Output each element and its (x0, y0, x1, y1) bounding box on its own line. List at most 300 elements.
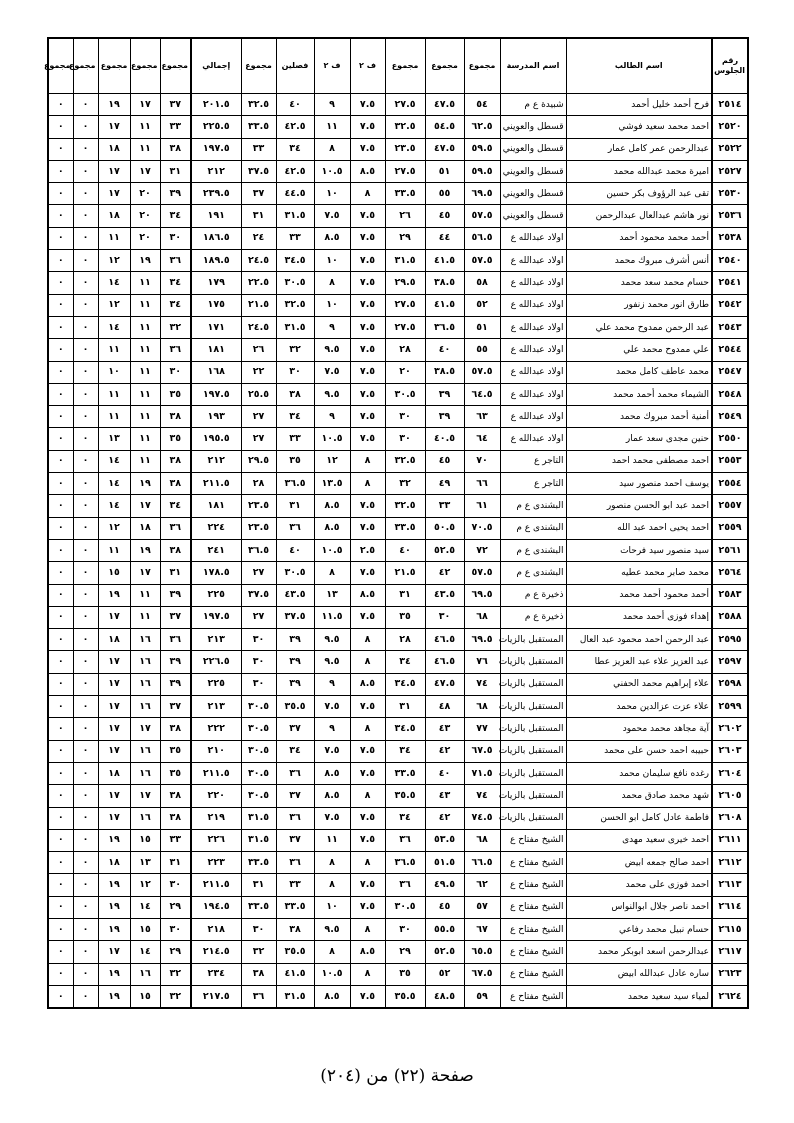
score-cell: ١٦ (130, 963, 160, 985)
score-cell: ٤٢.٥ (276, 116, 314, 138)
seat-number: ٢٦٠٨ (712, 807, 748, 829)
score-cell: ٠ (48, 852, 73, 874)
score-cell: ١٨٦.٥ (191, 227, 241, 249)
score-cell: ٧.٥ (350, 762, 385, 784)
score-cell: ١٠ (314, 250, 350, 272)
score-cell: ٢٤.٥ (241, 250, 276, 272)
score-cell: ٣٧ (276, 829, 314, 851)
score-cell: ٢٣٩.٥ (191, 183, 241, 205)
score-cell: ٥٥ (425, 183, 464, 205)
student-name: إهداء فوزى أحمد محمد (566, 606, 712, 628)
school-name: اولاد عبدالله ع (500, 383, 566, 405)
score-cell: ٣٨ (160, 539, 191, 561)
score-cell: ٤٥ (425, 896, 464, 918)
score-cell: ٢٠ (385, 361, 425, 383)
score-cell: ٢٨ (241, 473, 276, 495)
score-cell: ١٥ (98, 562, 130, 584)
score-cell: ٠ (73, 918, 98, 940)
score-cell: ٣٣ (241, 138, 276, 160)
score-cell: ٦٩.٥ (464, 629, 500, 651)
table-body (48, 94, 748, 1009)
score-cell: ٠ (73, 829, 98, 851)
score-cell: ٣٧ (276, 718, 314, 740)
score-cell: ٠ (48, 473, 73, 495)
score-cell: ٤٤.٥ (276, 183, 314, 205)
score-cell: ٣٥ (160, 383, 191, 405)
score-cell: ٥٧.٥ (464, 361, 500, 383)
score-cell: ١١ (98, 539, 130, 561)
score-cell: ٧٤ (464, 785, 500, 807)
score-cell: ٣٥.٥ (276, 941, 314, 963)
table-row (48, 361, 748, 383)
student-name: فرح أحمد خليل أحمد (566, 94, 712, 116)
score-cell: ٥٢ (464, 294, 500, 316)
score-cell: ٠ (48, 517, 73, 539)
score-cell: ٧.٥ (350, 896, 385, 918)
student-name: عبد العزيز علاء عبد العزيز عطا (566, 651, 712, 673)
column-header: رقم الجلوس (712, 38, 748, 94)
score-cell: ٠ (73, 116, 98, 138)
score-cell: ٣٠ (160, 227, 191, 249)
score-cell: ٧.٥ (350, 562, 385, 584)
score-cell: ٧.٥ (314, 205, 350, 227)
score-cell: ٣٠.٥ (241, 718, 276, 740)
score-cell: ٣٢ (160, 316, 191, 338)
score-cell: ٣٣.٥ (385, 517, 425, 539)
score-cell: ٣٩ (276, 629, 314, 651)
seat-number: ٢٥٤٣ (712, 316, 748, 338)
score-cell: ٦٧ (464, 918, 500, 940)
score-cell: ٣٨ (160, 406, 191, 428)
score-cell: ٣٦ (276, 517, 314, 539)
student-name: لمياء سيد سعيد محمد (566, 985, 712, 1008)
score-cell: ١٨١ (191, 339, 241, 361)
score-cell: ٣٠.٥ (385, 383, 425, 405)
school-name: اولاد عبدالله ع (500, 272, 566, 294)
score-cell: ٦٦ (464, 473, 500, 495)
table-row (48, 160, 748, 182)
score-cell: ٣٠ (385, 918, 425, 940)
student-name: عبدالرحمن اسعد ابوبكر محمد (566, 941, 712, 963)
school-name: اولاد عبدالله ع (500, 316, 566, 338)
student-name: نور هاشم عبدالعال عبدالرحمن (566, 205, 712, 227)
school-name: قسطل والعويني (500, 116, 566, 138)
score-cell: ٥٤ (464, 94, 500, 116)
score-cell: ١١ (314, 116, 350, 138)
score-cell: ١٦ (130, 629, 160, 651)
score-cell: ٦٥.٥ (464, 941, 500, 963)
score-cell: ٨ (350, 450, 385, 472)
score-cell: ٥٣.٥ (425, 829, 464, 851)
score-cell: ٢١٣ (191, 629, 241, 651)
score-cell: ٤٩ (425, 473, 464, 495)
score-cell: ٩.٥ (314, 629, 350, 651)
table-row (48, 473, 748, 495)
score-cell: ٨.٥ (314, 985, 350, 1008)
score-cell: ٢٩ (385, 227, 425, 249)
score-cell: ١١ (130, 138, 160, 160)
table-row (48, 852, 748, 874)
score-cell: ١٨١ (191, 495, 241, 517)
score-cell: ٧٠ (464, 450, 500, 472)
score-cell: ٤٣.٥ (425, 584, 464, 606)
score-cell: ٢٧ (241, 562, 276, 584)
score-cell: ٠ (48, 673, 73, 695)
score-cell: ٣٨ (160, 450, 191, 472)
score-cell: ٦٣ (464, 406, 500, 428)
school-name: اولاد عبدالله ع (500, 406, 566, 428)
score-cell: ١٣ (130, 852, 160, 874)
score-cell: ٣٤ (276, 406, 314, 428)
score-cell: ٣٤ (276, 740, 314, 762)
school-name: المستقبل بالزيات (500, 629, 566, 651)
score-cell: ٨ (350, 963, 385, 985)
score-cell: ٤٨.٥ (425, 985, 464, 1008)
score-cell: ٨ (350, 629, 385, 651)
score-cell: ٢١٤.٥ (191, 941, 241, 963)
table-row (48, 785, 748, 807)
score-cell: ٣٧ (241, 183, 276, 205)
table-row (48, 539, 748, 561)
score-cell: ٤٦.٥ (425, 629, 464, 651)
seat-number: ٢٥٤٤ (712, 339, 748, 361)
score-cell: ٥٧.٥ (464, 562, 500, 584)
results-table (43, 37, 749, 1009)
score-cell: ٣٠.٥ (385, 896, 425, 918)
header-row (48, 38, 748, 94)
score-cell: ١٦ (130, 740, 160, 762)
score-cell: ٥٦.٥ (464, 227, 500, 249)
score-cell: ٣٣.٥ (241, 852, 276, 874)
score-cell: ٤٩.٥ (425, 874, 464, 896)
score-cell: ٠ (73, 473, 98, 495)
score-cell: ١٩ (98, 985, 130, 1008)
score-cell: ٣١ (160, 160, 191, 182)
student-name: احمد ناصر جلال ابوالنواس (566, 896, 712, 918)
score-cell: ٥١ (425, 160, 464, 182)
score-cell: ١٨ (98, 852, 130, 874)
score-cell: ٤٤ (425, 227, 464, 249)
seat-number: ٢٦١١ (712, 829, 748, 851)
score-cell: ٧.٥ (350, 138, 385, 160)
student-name: ساره عادل عبدالله ابيض (566, 963, 712, 985)
score-cell: ٠ (48, 651, 73, 673)
score-cell: ٧.٥ (314, 696, 350, 718)
score-cell: ١٩٧.٥ (191, 606, 241, 628)
column-header: مجموع (48, 38, 73, 94)
table-row (48, 205, 748, 227)
score-cell: ٣٠ (241, 651, 276, 673)
seat-number: ٢٦١٢ (712, 852, 748, 874)
score-cell: ٣٤.٥ (276, 250, 314, 272)
score-cell: ٤٦.٥ (425, 651, 464, 673)
score-cell: ١٣ (98, 428, 130, 450)
score-cell: ٢٩ (160, 896, 191, 918)
score-cell: ٣٦ (385, 874, 425, 896)
score-cell: ٠ (73, 696, 98, 718)
score-cell: ٠ (73, 852, 98, 874)
score-cell: ٢٧ (241, 606, 276, 628)
table-row (48, 963, 748, 985)
score-cell: ١٧٨.٥ (191, 562, 241, 584)
score-cell: ٧.٥ (350, 383, 385, 405)
score-cell: ٣٦ (385, 829, 425, 851)
score-cell: ٢٢٢ (191, 718, 241, 740)
score-cell: ٥٥.٥ (425, 918, 464, 940)
score-cell: ٣١ (385, 696, 425, 718)
score-cell: ٣٤ (160, 205, 191, 227)
score-cell: ٤١.٥ (276, 963, 314, 985)
score-cell: ١٠ (314, 183, 350, 205)
student-name: احمد محمد سعيد فوشي (566, 116, 712, 138)
student-name: محمد صابر محمد عطيه (566, 562, 712, 584)
score-cell: ٧.٥ (350, 250, 385, 272)
score-cell: ١١ (130, 272, 160, 294)
score-cell: ٧٢ (464, 539, 500, 561)
school-name: قسطل والعويني (500, 160, 566, 182)
score-cell: ٣١ (276, 495, 314, 517)
score-cell: ٠ (73, 339, 98, 361)
score-cell: ٢٦ (241, 339, 276, 361)
score-cell: ٠ (73, 94, 98, 116)
score-cell: ٣٤ (276, 138, 314, 160)
table-row (48, 985, 748, 1008)
score-cell: ٤٧.٥ (425, 94, 464, 116)
score-cell: ٥٩ (464, 985, 500, 1008)
score-cell: ٣٨ (160, 138, 191, 160)
school-name: المستقبل بالزيات (500, 785, 566, 807)
score-cell: ١١ (130, 316, 160, 338)
score-cell: ٠ (73, 138, 98, 160)
score-cell: ٩.٥ (314, 383, 350, 405)
score-cell: ٧٦ (464, 651, 500, 673)
student-name: حسام نبيل محمد رفاعي (566, 918, 712, 940)
score-cell: ٣٠ (160, 874, 191, 896)
score-cell: ١٢ (98, 517, 130, 539)
score-cell: ٣٠.٥ (276, 272, 314, 294)
score-cell: ٢٧.٥ (385, 316, 425, 338)
score-cell: ٢١١.٥ (191, 874, 241, 896)
score-cell: ٦٢.٥ (464, 116, 500, 138)
student-name: محمد عاطف كامل محمد (566, 361, 712, 383)
score-cell: ٣٥ (385, 606, 425, 628)
score-cell: ٤٠ (425, 762, 464, 784)
score-cell: ١٤ (98, 473, 130, 495)
table-row (48, 316, 748, 338)
score-cell: ٠ (73, 941, 98, 963)
score-cell: ٠ (73, 383, 98, 405)
score-cell: ٠ (73, 183, 98, 205)
score-cell: ٤٠ (385, 539, 425, 561)
score-cell: ٤٠.٥ (425, 428, 464, 450)
score-cell: ٠ (73, 963, 98, 985)
score-cell: ٧.٥ (350, 94, 385, 116)
seat-number: ٢٦١٤ (712, 896, 748, 918)
student-name: احمد فوزى على محمد (566, 874, 712, 896)
score-cell: ٧.٥ (350, 316, 385, 338)
score-cell: ٣٠.٥ (241, 762, 276, 784)
score-cell: ٣٣ (160, 116, 191, 138)
score-cell: ٣٠.٥ (241, 785, 276, 807)
score-cell: ٧٤ (464, 673, 500, 695)
table-row (48, 227, 748, 249)
score-cell: ١١ (98, 339, 130, 361)
score-cell: ١١ (130, 450, 160, 472)
seat-number: ٢٥٦٤ (712, 562, 748, 584)
seat-number: ٢٥٥٩ (712, 517, 748, 539)
score-cell: ٣٣.٥ (385, 762, 425, 784)
score-cell: ٦٨ (464, 696, 500, 718)
score-cell: ٣٢ (160, 985, 191, 1008)
score-cell: ٧.٥ (350, 740, 385, 762)
score-cell: ٠ (48, 339, 73, 361)
score-cell: ٤٨ (425, 696, 464, 718)
score-cell: ٧.٥ (350, 272, 385, 294)
school-name: التاجر ع (500, 450, 566, 472)
score-cell: ٥٨ (464, 272, 500, 294)
score-cell: ٦٤ (464, 428, 500, 450)
score-cell: ٠ (73, 517, 98, 539)
seat-number: ٢٥٩٥ (712, 629, 748, 651)
score-cell: ١١ (130, 361, 160, 383)
score-cell: ١٩ (130, 250, 160, 272)
table-row (48, 651, 748, 673)
score-cell: ٥٢.٥ (425, 941, 464, 963)
score-cell: ٦٨ (464, 829, 500, 851)
score-cell: ٠ (48, 941, 73, 963)
score-cell: ٧.٥ (350, 116, 385, 138)
score-cell: ٢١١.٥ (191, 473, 241, 495)
score-cell: ٨ (350, 852, 385, 874)
score-cell: ١٨ (98, 629, 130, 651)
score-cell: ٠ (48, 116, 73, 138)
score-cell: ٧.٥ (350, 829, 385, 851)
table-row (48, 807, 748, 829)
score-cell: ٢١٩ (191, 807, 241, 829)
score-cell: ١٩٤.٥ (191, 896, 241, 918)
column-header: مجموع (464, 38, 500, 94)
score-cell: ٣٦.٥ (385, 852, 425, 874)
seat-number: ٢٥٤٩ (712, 406, 748, 428)
seat-number: ٢٥٥٤ (712, 473, 748, 495)
school-name: شبيدة ع م (500, 94, 566, 116)
score-cell: ١١ (98, 383, 130, 405)
score-cell: ١٢ (314, 450, 350, 472)
score-cell: ٧.٥ (350, 985, 385, 1008)
school-name: المستقبل بالزيات (500, 696, 566, 718)
score-cell: ١٩ (98, 896, 130, 918)
score-cell: ٨ (350, 785, 385, 807)
score-cell: ٥٧.٥ (464, 250, 500, 272)
score-cell: ١٩٧.٥ (191, 138, 241, 160)
table-row (48, 138, 748, 160)
score-cell: ٠ (73, 807, 98, 829)
score-cell: ٨ (314, 138, 350, 160)
score-cell: ٣٥ (160, 428, 191, 450)
seat-number: ٢٥٢٢ (712, 138, 748, 160)
student-name: الشيماء محمد أحمد محمد (566, 383, 712, 405)
score-cell: ١٨ (98, 205, 130, 227)
school-name: قسطل والعويني (500, 138, 566, 160)
score-cell: ٠ (48, 762, 73, 784)
score-cell: ٥٠.٥ (425, 517, 464, 539)
score-cell: ٤٠ (276, 94, 314, 116)
school-name: الشيخ مفتاح ع (500, 985, 566, 1008)
score-cell: ٣٣ (160, 829, 191, 851)
score-cell: ٠ (73, 361, 98, 383)
score-cell: ٣٨ (160, 718, 191, 740)
score-cell: ٠ (48, 807, 73, 829)
score-cell: ١٦ (130, 651, 160, 673)
score-cell: ١٧ (98, 740, 130, 762)
score-cell: ٣٤ (385, 651, 425, 673)
score-cell: ٠ (48, 227, 73, 249)
score-cell: ٢١٢ (191, 450, 241, 472)
seat-number: ٢٥٤١ (712, 272, 748, 294)
school-name: الشيخ مفتاح ع (500, 874, 566, 896)
score-cell: ١٩٧.٥ (191, 383, 241, 405)
score-cell: ٧.٥ (350, 205, 385, 227)
score-cell: ٠ (48, 294, 73, 316)
score-cell: ٧٠.٥ (464, 517, 500, 539)
score-cell: ٣١ (241, 205, 276, 227)
score-cell: ٣٠ (160, 918, 191, 940)
score-cell: ١٧ (98, 718, 130, 740)
student-name: احمد مصطفى محمد احمد (566, 450, 712, 472)
table-row (48, 829, 748, 851)
score-cell: ١٨ (130, 517, 160, 539)
table-row (48, 918, 748, 940)
score-cell: ١٤ (98, 495, 130, 517)
score-cell: ٢٨ (385, 629, 425, 651)
score-cell: ٨.٥ (314, 227, 350, 249)
seat-number: ٢٦١٧ (712, 941, 748, 963)
score-cell: ١١ (130, 606, 160, 628)
score-cell: ٨.٥ (350, 673, 385, 695)
school-name: اولاد عبدالله ع (500, 294, 566, 316)
score-cell: ١٩ (98, 874, 130, 896)
student-name: علاء إبراهيم محمد الحفني (566, 673, 712, 695)
table-row (48, 740, 748, 762)
score-cell: ٧.٥ (350, 227, 385, 249)
score-cell: ١٧ (98, 941, 130, 963)
seat-number: ٢٥١٤ (712, 94, 748, 116)
student-name: أحمد محمد محمود أحمد (566, 227, 712, 249)
score-cell: ٣٥ (385, 963, 425, 985)
seat-number: ٢٦٠٢ (712, 718, 748, 740)
score-cell: ٥٥ (464, 339, 500, 361)
score-cell: ١٦ (130, 807, 160, 829)
score-cell: ٠ (73, 316, 98, 338)
seat-number: ٢٦٢٣ (712, 963, 748, 985)
score-cell: ١٧ (130, 160, 160, 182)
column-header: مجموع (241, 38, 276, 94)
score-cell: ١٧٩ (191, 272, 241, 294)
school-name: البشندى ع م (500, 562, 566, 584)
score-cell: ٠ (73, 562, 98, 584)
score-cell: ٣٢ (276, 339, 314, 361)
score-cell: ٠ (48, 250, 73, 272)
score-cell: ٤٠ (276, 539, 314, 561)
score-cell: ٩ (314, 718, 350, 740)
score-cell: ١٠ (314, 294, 350, 316)
seat-number: ٢٥٢٠ (712, 116, 748, 138)
score-cell: ٠ (48, 183, 73, 205)
score-cell: ١٧ (98, 183, 130, 205)
score-cell: ٠ (48, 428, 73, 450)
score-cell: ٩ (314, 673, 350, 695)
score-cell: ١١ (130, 406, 160, 428)
